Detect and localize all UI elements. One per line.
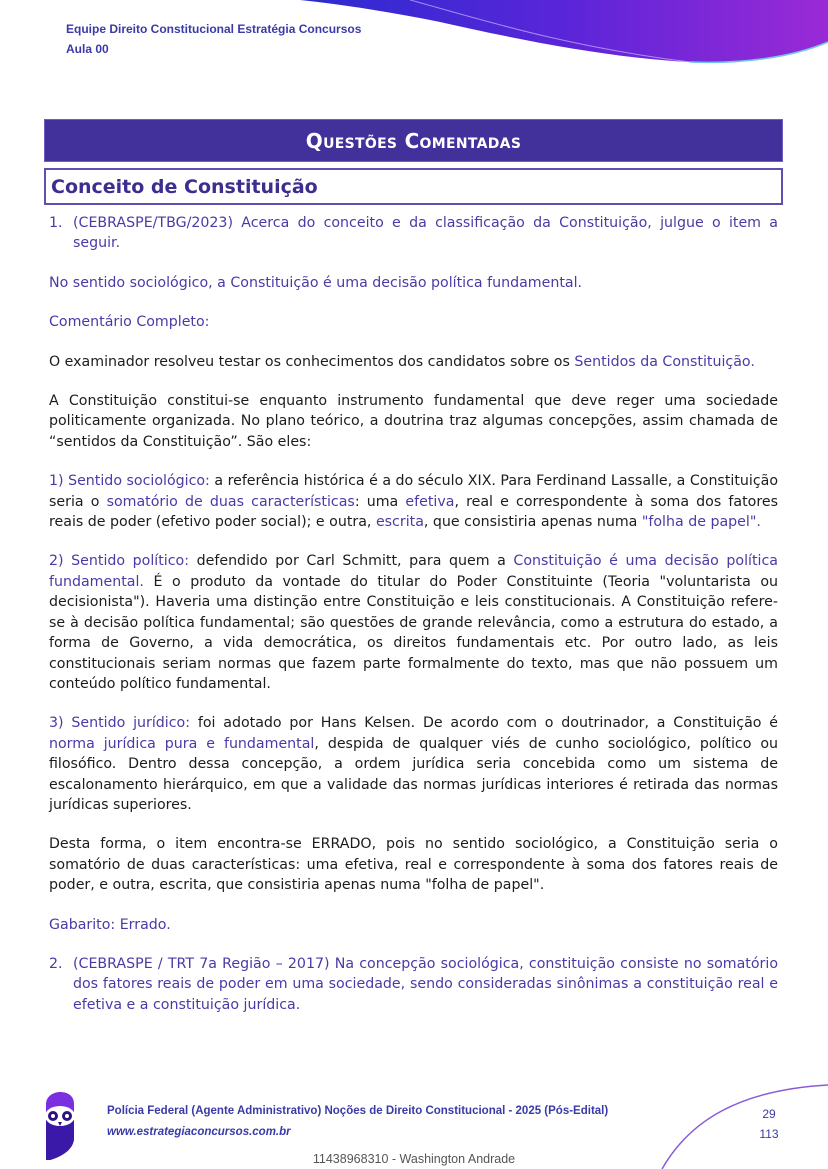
comment-paragraph-2: A Constituição constitui-se enquanto instrumento fundamental que deve reger uma sociedade politicamente organizada. No plano teórico, a doutrina traz algumas concepções, assim chamada de “sentidos da Constituição”. São eles:	[49, 393, 778, 450]
comment-paragraph-1	[49, 352, 778, 372]
answer-key: Gabarito: Errado.	[49, 916, 171, 933]
current-page: 29	[762, 1107, 776, 1121]
sense-political	[49, 551, 778, 694]
footer-user-watermark: 11438968310 - Washington Andrade	[312, 1152, 516, 1166]
section-band	[44, 119, 783, 162]
text-run: , que consistiria apenas numa	[423, 514, 642, 531]
sense-title: 2) Sentido político:	[49, 553, 190, 570]
highlight-run: "folha de papel".	[641, 514, 761, 531]
sense-sociological	[49, 471, 778, 532]
footer-website-link[interactable]: www.estrategiaconcursos.com.br	[107, 1126, 291, 1138]
text-run: É o produto da vontade do titular do Poder Constituinte (Teoria "voluntarista ou decisionista"). Haveria uma distinção entre Constituição e leis constitucionais. A Constituição refere-se à decisão política fundamental; são questões de grande relevância, como a estrutura do estado, a forma de Governo, a vida democrática, os direitos fundamentais etc. Por outro lado, as leis constitucionais seriam normas que fazem parte formalmente do texto, mas que não possuem um conteúdo político fundamental.	[49, 573, 778, 692]
text-run: defendido por Carl Schmitt, para quem a	[189, 553, 514, 570]
footer-course-title: Polícia Federal (Agente Administrativo) Noções de Direito Constitucional - 2025 (Pós-Edital)	[107, 1105, 609, 1117]
subsection-box	[44, 168, 783, 205]
sense-title: 3) Sentido jurídico:	[49, 715, 191, 732]
text-run: , despida de qualquer viés de cunho sociológico, político ou filosófico. Dentro dessa concepção, a ordem jurídica seria concebida como um sistema de escalonamento hierárquico, em que a validade das normas jurídicas interiores é retirada das normas jurídicas superiores.	[49, 735, 778, 813]
text-run: foi adotado por Hans Kelsen. De acordo com o doutrinador, a Constituição é	[190, 715, 778, 732]
text-run: a referência histórica é a do século XIX. Para Ferdinand Lassalle, a Constituição seria o	[49, 473, 778, 510]
question-number: 2.	[49, 955, 63, 972]
content-body	[49, 213, 778, 1015]
highlight-run: Sentidos da Constituição.	[574, 353, 755, 370]
owl-logo-icon	[40, 1092, 80, 1160]
sense-juridical	[49, 713, 778, 815]
question-2	[49, 954, 778, 1015]
text-run: O examinador resolveu testar os conhecimentos dos candidatos sobre os	[49, 353, 575, 370]
highlight-run: efetiva	[405, 493, 455, 510]
question-number: 1.	[49, 215, 63, 231]
highlight-run: Constituição é uma decisão política fundamental.	[49, 553, 778, 590]
section-title: Questões Comentadas	[305, 128, 522, 153]
conclusion-paragraph: Desta forma, o item encontra-se ERRADO, pois no sentido sociológico, a Constituição seria o somatório de duas características: uma efetiva, real e correspondente à soma dos fatores reais de poder, e outra, escrita, que consistiria apenas numa "folha de papel".	[49, 836, 778, 894]
header-team-name: Equipe Direito Constitucional Estratégia Concursos	[66, 22, 362, 36]
text-run: : uma	[354, 493, 406, 510]
question-text: (CEBRASPE / TRT 7a Região – 2017) Na concepção sociológica, constituição consiste no somatório dos fatores reais de poder em uma sociedade, sendo consideradas sinônimas a constituição real e efetiva e a constituição jurídica.	[73, 955, 778, 1013]
subsection-title: Conceito de Constituição	[51, 175, 318, 198]
header-lesson: Aula 00	[66, 42, 109, 56]
highlight-run: escrita	[375, 514, 424, 531]
question-statement: No sentido sociológico, a Constituição é uma decisão política fundamental.	[49, 274, 583, 291]
comment-label: Comentário Completo:	[49, 314, 210, 331]
highlight-run: norma jurídica pura e fundamental	[49, 735, 315, 752]
text-run: , real e correspondente à soma dos fatores reais de poder (efetivo poder social); e outra,	[49, 493, 778, 531]
question-text: (CEBRASPE/TBG/2023) Acerca do conceito e da classificação da Constituição, julgue o item a seguir.	[73, 215, 778, 252]
total-pages: 113	[759, 1127, 779, 1141]
question-1	[49, 213, 778, 254]
highlight-run: somatório de duas características	[106, 493, 355, 510]
sense-title: 1) Sentido sociológico:	[49, 473, 210, 490]
